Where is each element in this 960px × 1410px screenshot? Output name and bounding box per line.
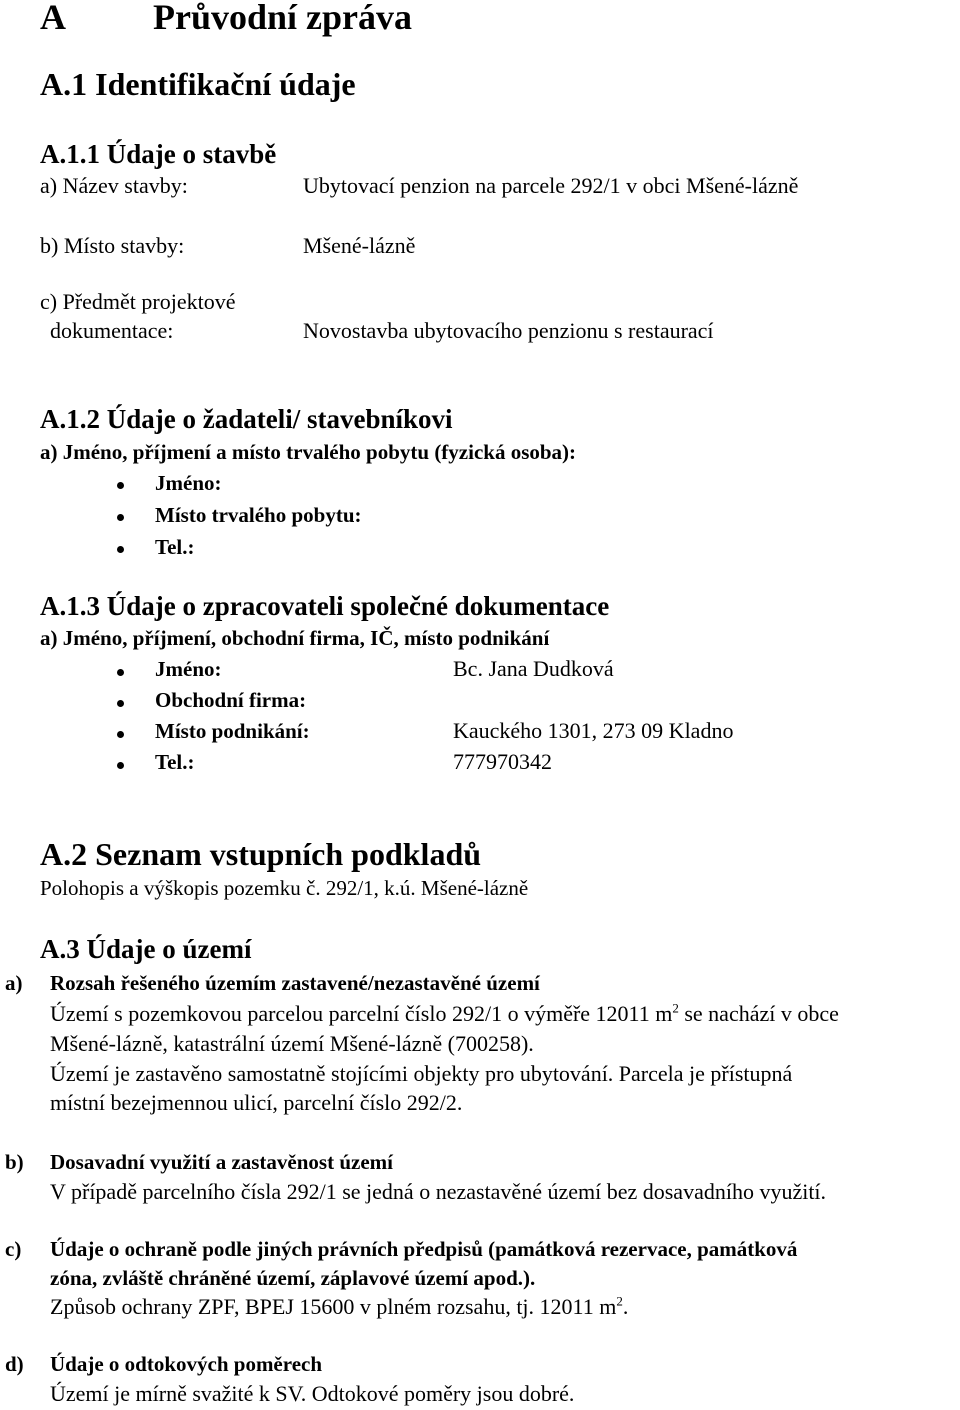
a3-a-line3: Území je zastavěno samostatně stojícími objekty pro ubytování. Parcela je přístupná: [50, 1061, 793, 1086]
a13-value-tel: 777970342: [453, 749, 552, 774]
a3-a-letter: a): [5, 971, 23, 995]
section-a13-title: A.1.3 Údaje o zpracovateli společné dokumentace: [40, 591, 610, 621]
a13-label-jmeno: Jméno:: [155, 657, 222, 681]
a13-label-tel: Tel.:: [155, 750, 195, 774]
a13-label-misto: Místo podnikání:: [155, 719, 310, 743]
a3-a-line2: Mšené-lázně, katastrální území Mšené-lázně (700258).: [50, 1031, 534, 1056]
a3-d-line1: Území je mírně svažité k SV. Odtokové poměry jsou dobré.: [50, 1381, 575, 1406]
bullet-icon: [117, 731, 124, 738]
a12-item-tel: Tel.:: [155, 535, 195, 559]
a3-a-line1: Území s pozemkovou parcelou parcelní číslo 292/1 o výměře 12011 $m^2$ se nachází v obce: [50, 1000, 839, 1026]
bullet-icon: [117, 700, 124, 707]
a3-a-heading: Rozsah řešeného územím zastavené/nezastavěné území: [50, 971, 540, 995]
bullet-icon: [117, 762, 124, 769]
row-value-predmet: Novostavba ubytovacího penzionu s restaurací: [303, 318, 714, 343]
bullet-icon: [117, 546, 124, 553]
a3-b-letter: b): [5, 1150, 24, 1174]
section-a1-title: A.1 Identifikační údaje: [40, 66, 356, 102]
a3-d-heading: Údaje o odtokových poměrech: [50, 1352, 323, 1376]
section-a12-title: A.1.2 Údaje o žadateli/ stavebníkovi: [40, 404, 453, 434]
section-a11-title: A.1.1 Údaje o stavbě: [40, 139, 277, 169]
a3-c-letter: c): [5, 1237, 22, 1261]
a12-item-misto: Místo trvalého pobytu:: [155, 503, 362, 527]
a12-item-jmeno: Jméno:: [155, 471, 222, 495]
section-a13-subtitle: a) Jméno, příjmení, obchodní firma, IČ, místo podnikání: [40, 626, 550, 650]
row-label-predmet-1: c) Předmět projektové: [40, 289, 236, 314]
a3-c-heading-2: zóna, zvláště chráněné území, záplavové území apod.).: [50, 1266, 536, 1290]
page-title: Průvodní zpráva: [153, 0, 413, 37]
a3-b-line1: V případě parcelního čísla 292/1 se jedná o nezastavěné území bez dosavadního využití.: [50, 1179, 827, 1204]
row-label-predmet-2: dokumentace:: [50, 318, 174, 343]
a3-b-heading: Dosavadní využití a zastavěnost území: [50, 1150, 393, 1174]
section-a2-text: Polohopis a výškopis pozemku č. 292/1, k.ú. Mšené-lázně: [40, 876, 529, 900]
row-label-misto: b) Místo stavby:: [40, 233, 185, 258]
row-label-nazev: a) Název stavby:: [40, 173, 188, 198]
section-a2-title: A.2 Seznam vstupních podkladů: [40, 836, 482, 872]
section-a12-subtitle: a) Jméno, příjmení a místo trvalého pobytu (fyzická osoba):: [40, 440, 577, 464]
row-value-misto: Mšené-lázně: [303, 233, 416, 258]
a13-value-misto: Kauckého 1301, 273 09 Kladno: [453, 718, 734, 743]
bullet-icon: [117, 669, 124, 676]
a3-a-line4: místní bezejmennou ulicí, parcelní číslo 292/2.: [50, 1090, 463, 1115]
a13-label-firma: Obchodní firma:: [155, 688, 307, 712]
bullet-icon: [117, 482, 124, 489]
chapter-letter: A: [40, 0, 66, 37]
a3-d-letter: d): [5, 1352, 24, 1376]
section-a3-title: A.3 Údaje o území: [40, 934, 252, 964]
bullet-icon: [117, 514, 124, 521]
a3-c-heading-1: Údaje o ochraně podle jiných právních předpisů (památková rezervace, památková: [50, 1237, 798, 1261]
a13-value-jmeno: Bc. Jana Dudková: [453, 656, 614, 681]
a3-c-line1: Způsob ochrany ZPF, BPEJ 15600 v plném rozsahu, tj. 12011 $m^2$.: [50, 1293, 629, 1319]
row-value-nazev: Ubytovací penzion na parcele 292/1 v obci Mšené-lázně: [303, 173, 799, 198]
